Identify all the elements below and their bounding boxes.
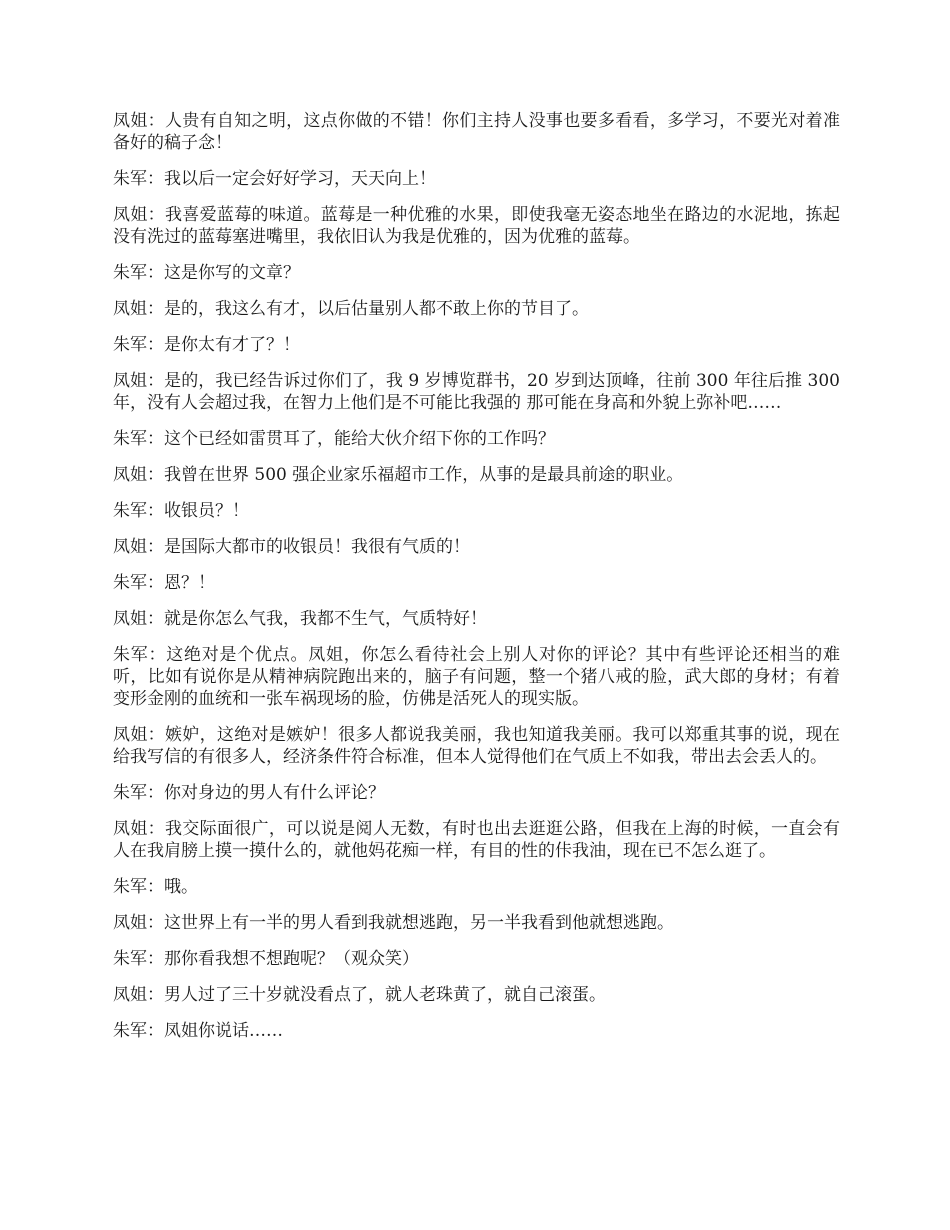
dialogue-line: 凤姐：我曾在世界 500 强企业家乐福超市工作，从事的是最具前途的职业。 <box>113 465 684 485</box>
dialogue-line: 朱军：凤姐你说话…… <box>113 1021 283 1041</box>
dialogue-line: 凤姐：人贵有自知之明，这点你做的不错！你们主持人没事也要多看看，多学习，不要光对着准备好的稿子念！ <box>113 111 840 153</box>
document-body <box>113 110 840 1042</box>
dialogue-line: 朱军：这个已经如雷贯耳了，能给大伙介绍下你的工作吗？ <box>113 429 555 449</box>
dialogue-line: 朱军：那你看我想不想跑呢？（观众笑） <box>113 949 419 969</box>
dialogue-line: 朱军：这是你写的文章？ <box>113 263 300 283</box>
dialogue-line: 凤姐：嫉妒，这绝对是嫉妒！很多人都说我美丽，我也知道我美丽。我可以郑重其事的说，现在给我写信的有很多人，经济条件符合标准，但本人觉得他们在气质上不如我，带出去会丢人的。 <box>113 725 840 767</box>
dialogue-line: 朱军：你对身边的男人有什么评论？ <box>113 783 385 803</box>
dialogue-line: 朱军：这绝对是个优点。凤姐，你怎么看待社会上别人对你的评论？其中有些评论还相当的难听，比如有说你是从精神病院跑出来的，脑子有问题，整一个猪八戒的脸，武大郎的身材；有着变形金刚的血统和一张车祸现场的脸，仿佛是活死人的现实版。 <box>113 645 840 709</box>
dialogue-line: 凤姐：我交际面很广，可以说是阅人无数，有时也出去逛逛公路，但我在上海的时候，一直会有人在我肩膀上摸一摸什么的，就他妈花痴一样，有目的性的佧我油，现在已不怎么逛了。 <box>113 819 840 861</box>
dialogue-line: 凤姐：是的，我已经告诉过你们了，我 9 岁博览群书，20 岁到达顶峰，往前 300 年往后推 300 年，没有人会超过我，在智力上他们是不可能比我强的 那可能在身高和外貌上弥补吧…… <box>113 371 840 413</box>
dialogue-line: 凤姐：是国际大都市的收银员！我很有气质的！ <box>113 537 470 557</box>
dialogue-line: 凤姐：是的，我这么有才，以后估量别人都不敢上你的节目了。 <box>113 299 589 319</box>
dialogue-line: 朱军：我以后一定会好好学习，天天向上！ <box>113 169 436 189</box>
dialogue-line: 朱军：收银员？！ <box>113 501 249 521</box>
dialogue-line: 朱军：恩？！ <box>113 573 215 593</box>
dialogue-line: 凤姐：这世界上有一半的男人看到我就想逃跑，另一半我看到他就想逃跑。 <box>113 913 674 933</box>
dialogue-line: 朱军：哦。 <box>113 877 198 897</box>
dialogue-line: 朱军：是你太有才了？！ <box>113 335 300 355</box>
dialogue-line: 凤姐：就是你怎么气我，我都不生气，气质特好！ <box>113 609 487 629</box>
dialogue-line: 凤姐：我喜爱蓝莓的味道。蓝莓是一种优雅的水果，即使我毫无姿态地坐在路边的水泥地，拣起没有洗过的蓝莓塞进嘴里，我依旧认为我是优雅的，因为优雅的蓝莓。 <box>113 205 840 247</box>
dialogue-line: 凤姐：男人过了三十岁就没看点了，就人老珠黄了，就自己滚蛋。 <box>113 985 606 1005</box>
